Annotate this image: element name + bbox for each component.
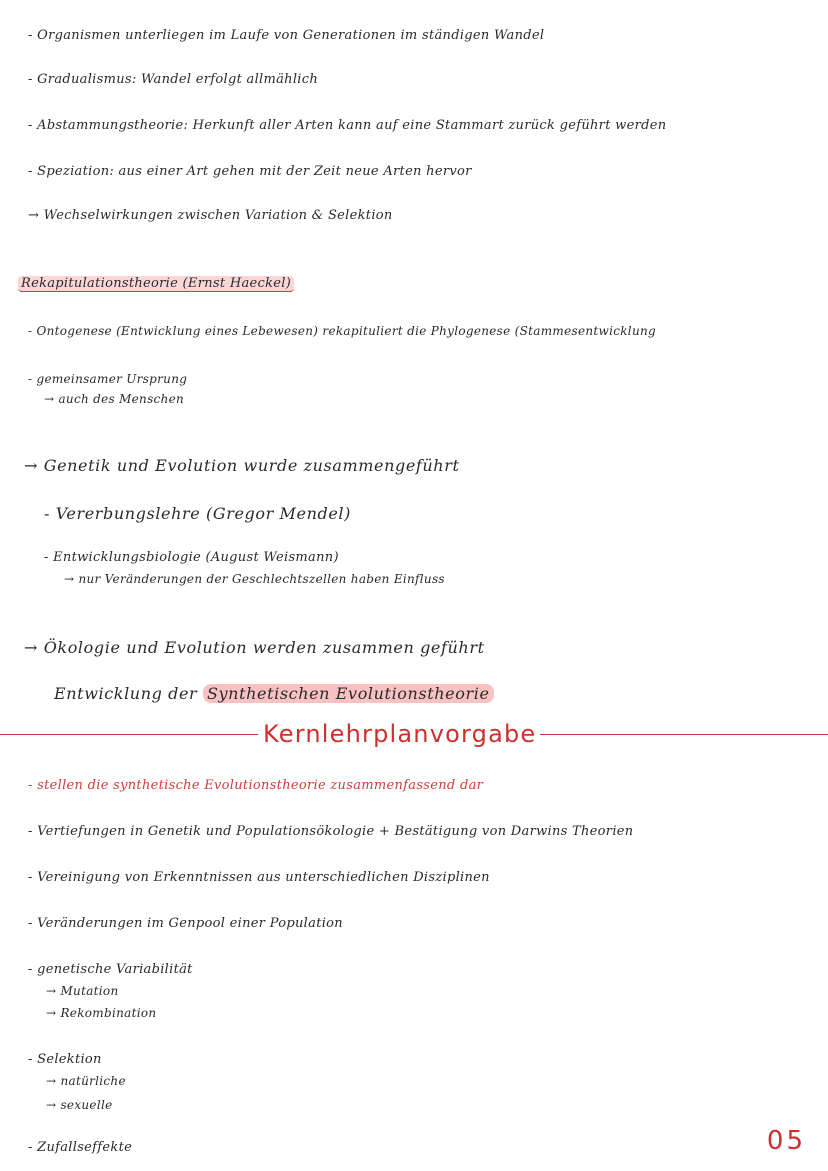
rekapitulation-mensch: → auch des Menschen: [44, 392, 185, 406]
kernlehrplan-vereinigung: - Vereinigung von Erkenntnissen aus unterschiedlichen Disziplinen: [28, 870, 490, 885]
kernlehrplan-selektion: - Selektion: [28, 1052, 102, 1067]
kernlehrplan-zufall: - Zufallseffekte: [28, 1140, 133, 1155]
divider-left: [0, 734, 258, 735]
genetik-entwicklung-sub: → nur Veränderungen der Geschlechtszellen haben Einfluss: [64, 572, 445, 586]
note-speziation: - Speziation: aus einer Art gehen mit der Zeit neue Arten hervor: [28, 164, 472, 179]
rekapitulation-title: [18, 276, 294, 291]
synthetische-evolutionstheorie-highlight: Synthetischen Evolutionstheorie: [203, 684, 494, 703]
genetik-vererbung: - Vererbungslehre (Gregor Mendel): [44, 504, 351, 523]
kernlehrplan-synthetische: - stellen die synthetische Evolutionstheorie zusammenfassend dar: [28, 778, 484, 793]
genetik-line: → Genetik und Evolution wurde zusammengeführt: [24, 456, 460, 475]
kernlehrplan-variabilitaet: - genetische Variabilität: [28, 962, 193, 977]
section-heading: Kernlehrplanvorgabe: [263, 720, 537, 748]
kernlehrplan-rekombination: → Rekombination: [46, 1006, 157, 1020]
kernlehrplan-mutation: → Mutation: [46, 984, 119, 998]
rekapitulation-ontogenese: - Ontogenese (Entwicklung eines Lebewesen) rekapituliert die Phylogenese (Stammesentwicklung: [28, 324, 656, 338]
kernlehrplan-sexuelle: → sexuelle: [46, 1098, 113, 1112]
oekologie-line: → Ökologie und Evolution werden zusammen geführt: [24, 638, 485, 657]
note-organismen: - Organismen unterliegen im Laufe von Generationen im ständigen Wandel: [28, 28, 545, 43]
genetik-entwicklung: - Entwicklungsbiologie (August Weismann): [44, 550, 339, 565]
note-gradualismus: - Gradualismus: Wandel erfolgt allmählich: [28, 72, 319, 87]
divider-right: [540, 734, 828, 735]
oekologie-prefix: Entwicklung der: [54, 684, 198, 703]
page-number: 05: [766, 1126, 806, 1156]
kernlehrplan-natuerliche: → natürliche: [46, 1074, 126, 1088]
note-wechselwirkungen: → Wechselwirkungen zwischen Variation & Selektion: [28, 208, 393, 223]
kernlehrplan-vertiefungen: - Vertiefungen in Genetik und Populationsökologie + Bestätigung von Darwins Theorien: [28, 824, 634, 839]
rekapitulation-title-text: Rekapitulationstheorie (Ernst Haeckel): [18, 276, 294, 292]
oekologie-entwicklung: [54, 684, 494, 703]
kernlehrplan-genpool: - Veränderungen im Genpool einer Population: [28, 916, 343, 931]
rekapitulation-ursprung: - gemeinsamer Ursprung: [28, 372, 188, 386]
note-abstammungstheorie: - Abstammungstheorie: Herkunft aller Arten kann auf eine Stammart zurück geführt werden: [28, 118, 667, 133]
